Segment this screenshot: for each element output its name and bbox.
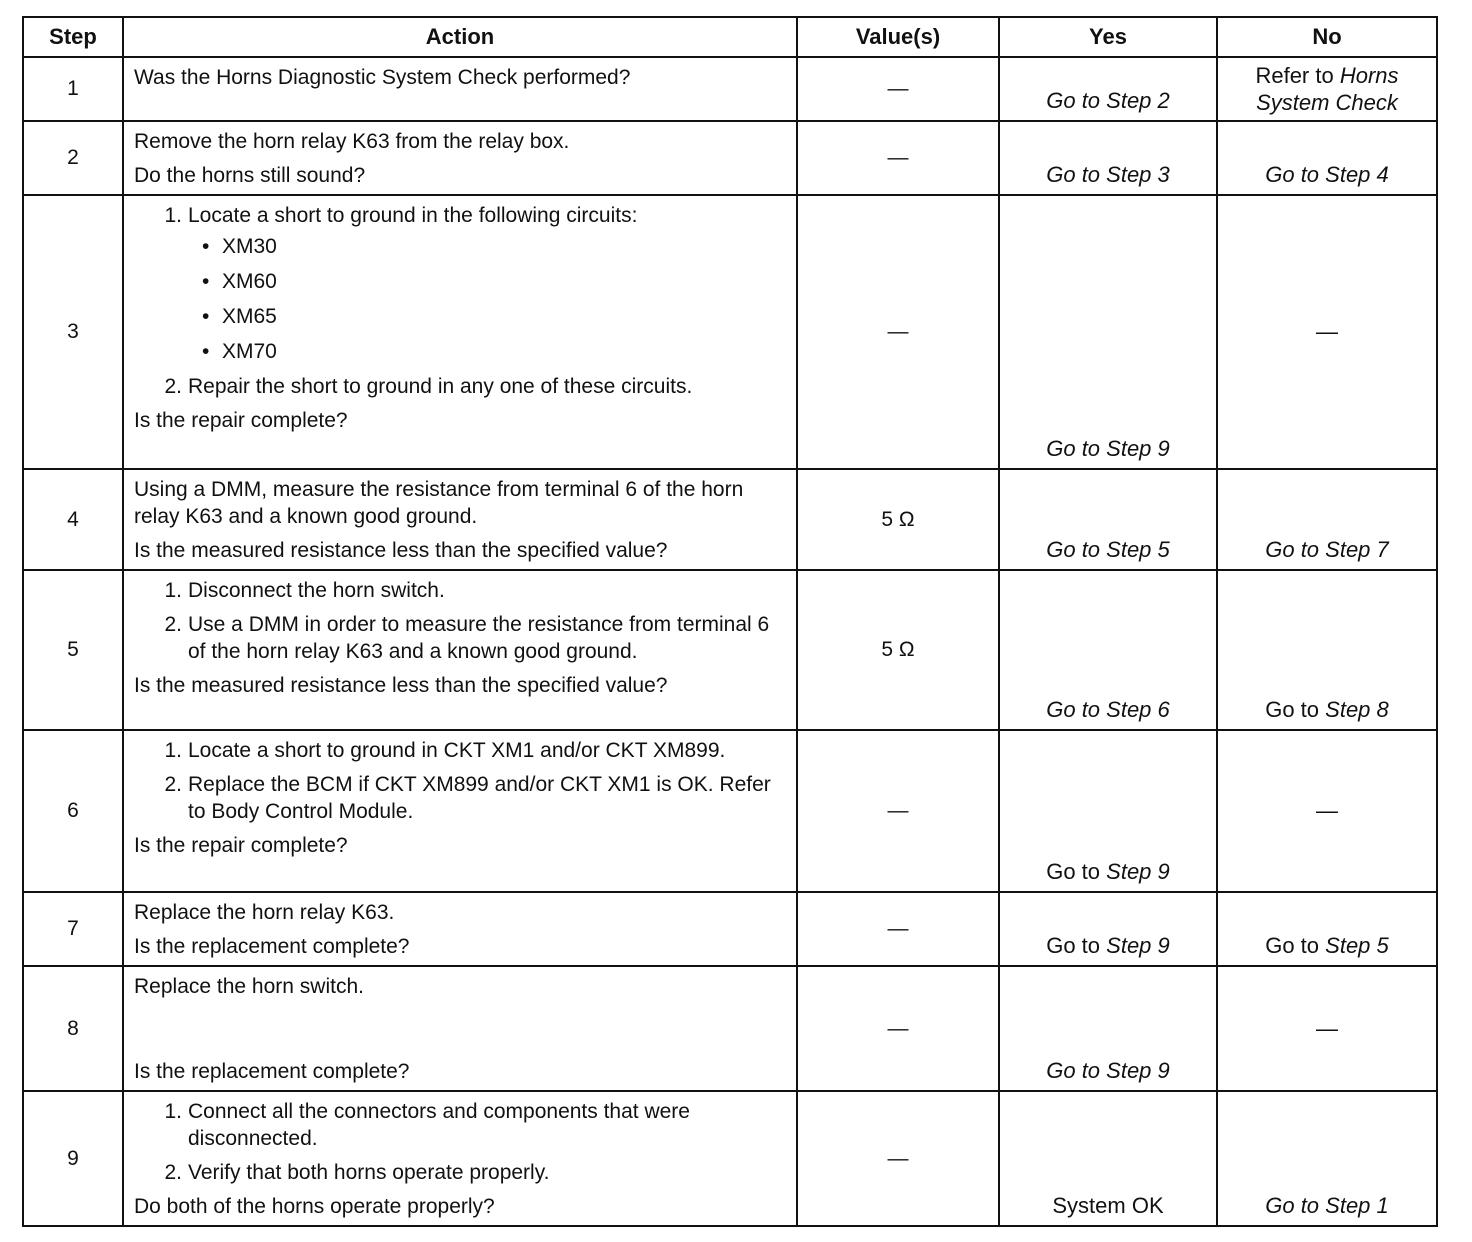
action-steps-list (134, 1098, 786, 1186)
yes-result: Go to Step 3 (1046, 162, 1170, 187)
no-result (1218, 62, 1436, 116)
header-values: Value(s) (797, 17, 999, 57)
table-row (23, 966, 1437, 1091)
list-number: 2. (164, 375, 182, 398)
no-cell (1217, 570, 1437, 730)
yes-result: Go to Step 9 (1046, 436, 1170, 461)
action-question: Is the measured resistance less than the specified value? (134, 674, 668, 697)
step-number: 9 (23, 1091, 123, 1226)
no-cell (1217, 121, 1437, 195)
yes-cell (999, 1091, 1217, 1226)
header-step: Step (23, 17, 123, 57)
step-number: 1 (23, 57, 123, 121)
value-cell: 5 Ω (797, 469, 999, 570)
no-result: — (1316, 1015, 1338, 1041)
action-content (134, 973, 786, 1085)
no-cell (1217, 469, 1437, 570)
no-result: — (1316, 319, 1338, 344)
step-number: 2 (23, 121, 123, 195)
no-cell (1217, 57, 1437, 121)
action-cell (123, 730, 797, 892)
yes-result-prefix: Go to (1046, 859, 1101, 884)
action-text: Replace the horn relay K63. (134, 901, 395, 924)
action-text: Remove the horn relay K63 from the relay box. (134, 130, 570, 153)
list-number: 1. (164, 204, 182, 227)
action-cell (123, 1091, 797, 1226)
yes-result: Go to Step 2 (1046, 88, 1170, 113)
no-result-prefix: Go to (1265, 697, 1320, 722)
action-steps-list (134, 737, 786, 825)
no-result-step: Step 8 (1325, 697, 1389, 722)
no-cell (1217, 730, 1437, 892)
list-text: Repair the short to ground in any one of these circuits. (188, 375, 693, 398)
no-result-step: Step 5 (1325, 933, 1389, 958)
list-item (152, 373, 786, 400)
no-result: Go to Step 4 (1265, 162, 1389, 187)
list-number: 2. (164, 613, 182, 636)
list-text: Verify that both horns operate properly. (188, 1161, 550, 1184)
list-number: 1. (164, 579, 182, 602)
yes-cell (999, 730, 1217, 892)
action-cell (123, 195, 797, 469)
no-result: — (1316, 798, 1338, 823)
action-question: Do both of the horns operate properly? (134, 1195, 495, 1218)
list-number: 2. (164, 773, 182, 796)
table-row (23, 469, 1437, 570)
action-cell (123, 57, 797, 121)
yes-cell (999, 195, 1217, 469)
table-row (23, 892, 1437, 966)
list-text: Locate a short to ground in the following circuits: (188, 204, 638, 227)
action-steps-list (134, 202, 786, 400)
circuit-item: • XM65 (202, 303, 786, 330)
yes-cell (999, 570, 1217, 730)
list-text: Use a DMM in order to measure the resistance from terminal 6 of the horn relay K63 and a known good ground. (188, 613, 770, 663)
header-action: Action (123, 17, 797, 57)
circuit-item: • XM70 (202, 338, 786, 365)
value-cell: 5 Ω (797, 570, 999, 730)
yes-result-step: Step 9 (1106, 859, 1170, 884)
yes-result: Go to Step 5 (1046, 537, 1170, 562)
yes-cell (999, 121, 1217, 195)
no-cell (1217, 1091, 1437, 1226)
table-row (23, 570, 1437, 730)
action-question: Is the repair complete? (134, 834, 348, 857)
step-number: 5 (23, 570, 123, 730)
yes-result-prefix: Go to (1046, 933, 1101, 958)
list-item (152, 577, 786, 604)
header-no: No (1217, 17, 1437, 57)
step-number: 6 (23, 730, 123, 892)
action-question: Is the replacement complete? (134, 1060, 410, 1083)
yes-result: Go to Step 9 (1046, 1058, 1170, 1083)
step-number: 7 (23, 892, 123, 966)
action-question: Is the repair complete? (134, 409, 348, 432)
no-cell (1217, 966, 1437, 1091)
list-text: Disconnect the horn switch. (188, 579, 445, 602)
list-number: 1. (164, 739, 182, 762)
yes-cell (999, 57, 1217, 121)
list-item (152, 1159, 786, 1186)
action-cell (123, 892, 797, 966)
no-result (1218, 696, 1436, 723)
list-text: Connect all the connectors and components that were disconnected. (188, 1100, 690, 1150)
action-cell (123, 469, 797, 570)
no-result-link: Horns (1339, 63, 1399, 88)
table-header-row (23, 17, 1437, 57)
yes-result (1000, 932, 1216, 959)
value-cell: — (797, 966, 999, 1091)
yes-cell (999, 892, 1217, 966)
table-row (23, 121, 1437, 195)
list-item (152, 1098, 786, 1152)
action-cell (123, 570, 797, 730)
value-cell: — (797, 121, 999, 195)
yes-result (1000, 858, 1216, 885)
step-number: 4 (23, 469, 123, 570)
table-row (23, 195, 1437, 469)
no-cell (1217, 195, 1437, 469)
circuit-item: • XM30 (202, 233, 786, 260)
no-cell (1217, 892, 1437, 966)
table-row (23, 57, 1437, 121)
list-item (152, 611, 786, 665)
circuit-list (188, 233, 786, 365)
action-question: Is the replacement complete? (134, 935, 410, 958)
table-row (23, 730, 1437, 892)
no-result: Go to Step 1 (1265, 1193, 1389, 1218)
list-text: Locate a short to ground in CKT XM1 and/or CKT XM899. (188, 739, 726, 762)
yes-cell (999, 469, 1217, 570)
value-cell: — (797, 1091, 999, 1226)
action-text: Using a DMM, measure the resistance from terminal 6 of the horn relay K63 and a known good ground. (134, 478, 744, 528)
step-number: 3 (23, 195, 123, 469)
action-question: Do the horns still sound? (134, 164, 366, 187)
no-result-prefix: Go to (1265, 933, 1320, 958)
table-row (23, 1091, 1437, 1226)
diagnostic-table (22, 16, 1438, 1227)
yes-result-step: Step 9 (1106, 933, 1170, 958)
yes-result: System OK (1052, 1193, 1164, 1218)
action-steps-list (134, 577, 786, 665)
no-result-prefix: Refer to (1255, 63, 1334, 88)
value-cell: — (797, 57, 999, 121)
yes-cell (999, 966, 1217, 1091)
list-item (152, 202, 786, 365)
no-result-link-line2: System Check (1256, 90, 1398, 115)
value-cell: — (797, 730, 999, 892)
no-result: Go to Step 7 (1265, 537, 1389, 562)
list-number: 1. (164, 1100, 182, 1123)
circuit-item: • XM60 (202, 268, 786, 295)
list-item (152, 771, 786, 825)
list-item (152, 737, 786, 764)
action-cell (123, 121, 797, 195)
list-text: Replace the BCM if CKT XM899 and/or CKT XM1 is OK. Refer to Body Control Module. (188, 773, 771, 823)
action-question: Is the measured resistance less than the specified value? (134, 539, 668, 562)
action-text: Was the Horns Diagnostic System Check performed? (134, 66, 631, 89)
header-yes: Yes (999, 17, 1217, 57)
action-text: Replace the horn switch. (134, 975, 364, 998)
yes-result: Go to Step 6 (1046, 697, 1170, 722)
action-cell (123, 966, 797, 1091)
value-cell: — (797, 892, 999, 966)
no-result (1218, 932, 1436, 959)
step-number: 8 (23, 966, 123, 1091)
value-cell: — (797, 195, 999, 469)
list-number: 2. (164, 1161, 182, 1184)
